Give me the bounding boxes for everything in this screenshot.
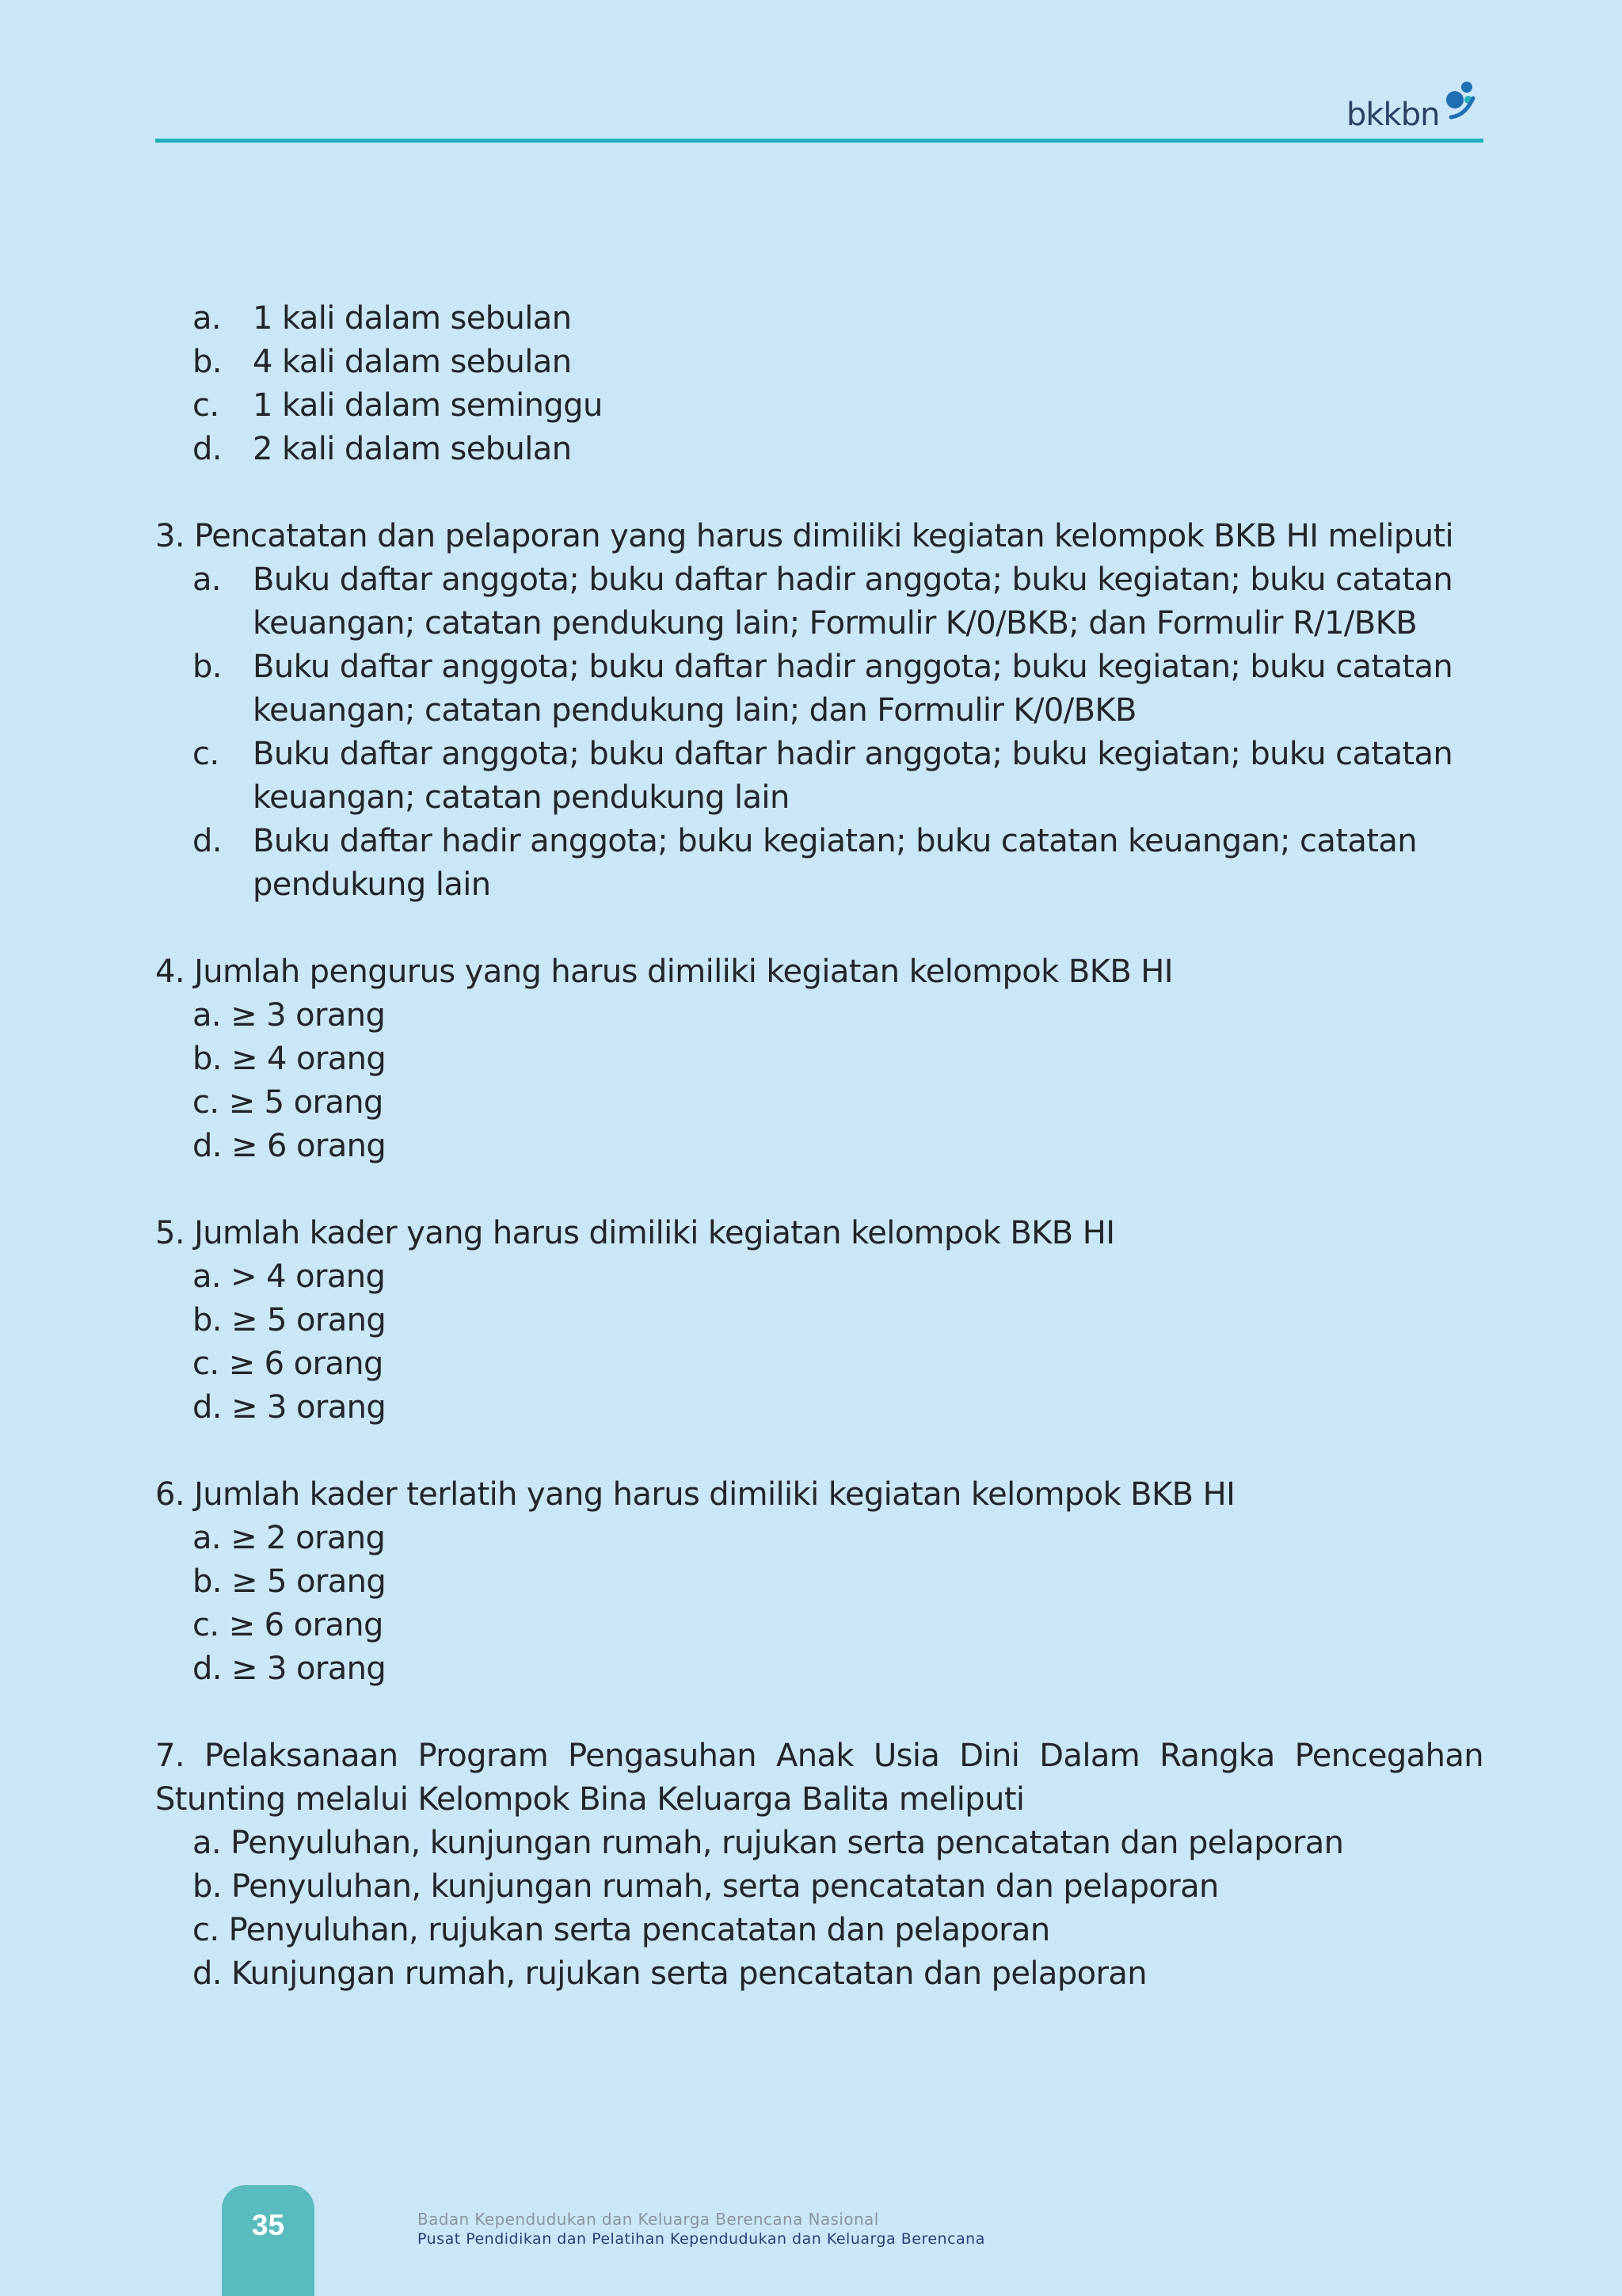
option: b. 4 kali dalam sebulan xyxy=(192,344,572,380)
question-5 xyxy=(155,1212,1483,1430)
option: d. ≥ 3 orang xyxy=(192,1389,386,1426)
option: c. Penyuluhan, rujukan serta pencatatan dan pelaporan xyxy=(192,1912,1050,1948)
option-list xyxy=(155,1517,1483,1691)
question-stem: 6. Jumlah kader terlatih yang harus dimiliki kegiatan kelompok BKB HI xyxy=(155,1476,1236,1513)
option: d. Kunjungan rumah, rujukan serta pencatatan dan pelaporan xyxy=(192,1955,1147,1992)
option: a. ≥ 3 orang xyxy=(192,997,386,1034)
option: a. > 4 orang xyxy=(192,1258,386,1295)
option: b. Penyuluhan, kunjungan rumah, serta pencatatan dan pelaporan xyxy=(192,1868,1219,1905)
header-rule xyxy=(155,139,1483,143)
question-stem: 5. Jumlah kader yang harus dimiliki kegiatan kelompok BKB HI xyxy=(155,1215,1115,1251)
option: d. Buku daftar hadir anggota; buku kegiatan; buku catatan keuangan; catatan pendukung lain xyxy=(192,823,1418,903)
question-3 xyxy=(155,515,1483,907)
option: b. Buku daftar anggota; buku daftar hadir anggota; buku kegiatan; buku catatan keuangan; catatan pendukung lain; dan Formulir K/0/BKB xyxy=(192,649,1453,729)
option-list xyxy=(155,994,1483,1168)
option-list xyxy=(155,558,1483,907)
option: b. ≥ 5 orang xyxy=(192,1563,386,1600)
question-6 xyxy=(155,1473,1483,1691)
option: d. ≥ 6 orang xyxy=(192,1128,386,1164)
bkkbn-logo xyxy=(1338,76,1481,139)
option: d. 2 kali dalam sebulan xyxy=(192,431,572,467)
option-list xyxy=(155,1822,1483,1996)
question-7 xyxy=(155,1734,1483,1996)
question-stem: 4. Jumlah pengurus yang harus dimiliki kegiatan kelompok BKB HI xyxy=(155,954,1173,990)
option: a. ≥ 2 orang xyxy=(192,1520,386,1556)
footer-institution: Badan Kependudukan dan Keluarga Berencana Nasional xyxy=(417,2210,879,2229)
option: b. ≥ 5 orang xyxy=(192,1302,386,1338)
option-list xyxy=(155,297,1483,471)
option: b. ≥ 4 orang xyxy=(192,1041,386,1077)
option: a. Buku daftar anggota; buku daftar hadir anggota; buku kegiatan; buku catatan keuangan; catatan pendukung lain; Formulir K/0/BKB; dan Formulir R/1/BKB xyxy=(192,562,1453,642)
option: c. ≥ 6 orang xyxy=(192,1346,383,1382)
option: a. Penyuluhan, kunjungan rumah, rujukan serta pencatatan dan pelaporan xyxy=(192,1825,1344,1861)
logo-text: bkkbn xyxy=(1346,97,1440,133)
question-stem: 7. Pelaksanaan Program Pengasuhan Anak Usia Dini Dalam Rangka Pencegahan Stunting melalui Kelompok Bina Keluarga Balita meliputi xyxy=(155,1738,1483,1818)
page-number-tab xyxy=(222,2185,314,2296)
option: c. ≥ 5 orang xyxy=(192,1084,383,1121)
option-list xyxy=(155,1255,1483,1430)
question-list xyxy=(155,297,1483,1996)
option: c. 1 kali dalam seminggu xyxy=(192,387,603,424)
footer-center: Pusat Pendidikan dan Pelatihan Kependudukan dan Keluarga Berencana xyxy=(417,2230,985,2248)
option: c. Buku daftar anggota; buku daftar hadir anggota; buku kegiatan; buku catatan keuangan; catatan pendukung lain xyxy=(192,736,1453,816)
option: c. ≥ 6 orang xyxy=(192,1607,383,1643)
page-number: 35 xyxy=(251,2209,285,2241)
option: d. ≥ 3 orang xyxy=(192,1651,386,1687)
question-2-continuation xyxy=(155,297,1483,471)
option: a. 1 kali dalam sebulan xyxy=(192,300,572,337)
question-4 xyxy=(155,950,1483,1168)
question-stem: 3. Pencatatan dan pelaporan yang harus dimiliki kegiatan kelompok BKB HI meliputi xyxy=(155,518,1454,554)
